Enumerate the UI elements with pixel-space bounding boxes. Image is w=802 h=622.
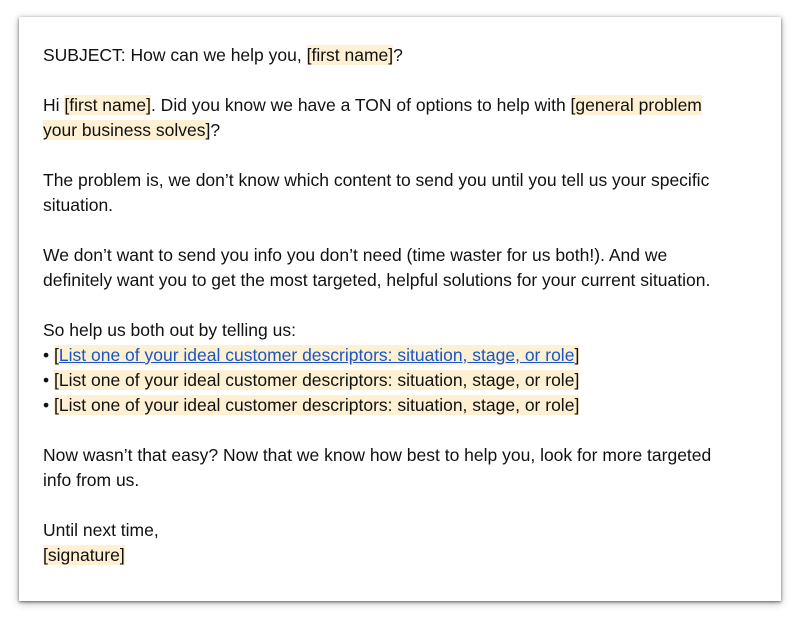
general-problem-placeholder-cont: your business solves] — [43, 120, 211, 140]
greeting-line-1 — [43, 93, 757, 118]
list-item — [43, 343, 757, 368]
problem-paragraph-line-1: The problem is, we don’t know which content to send you until you tell us your specific — [43, 170, 710, 190]
descriptor-text: List one of your ideal customer descriptors: situation, stage, or role — [58, 370, 575, 390]
descriptor-placeholder — [54, 395, 579, 415]
email-template-card — [19, 17, 781, 601]
first-name-placeholder: [first name] — [64, 95, 151, 115]
general-problem-placeholder: [general problem — [570, 95, 702, 115]
bullet: • — [43, 370, 50, 390]
spacer — [43, 493, 757, 518]
bracket-close: ] — [574, 370, 580, 390]
signature-line — [43, 543, 757, 568]
signoff: Until next time, — [43, 520, 159, 540]
subject-prefix: SUBJECT: How can we help you, — [43, 45, 307, 65]
spacer — [43, 293, 757, 318]
descriptor-link[interactable]: List one of your ideal customer descriptors: situation, stage, or role — [58, 345, 575, 365]
bracket-close: ] — [574, 345, 580, 365]
first-name-placeholder: [first name] — [306, 45, 394, 65]
spacer — [43, 68, 757, 93]
spacer — [43, 418, 757, 443]
list-item — [43, 393, 757, 418]
descriptor-placeholder — [54, 370, 579, 390]
closing-paragraph-line-2: info from us. — [43, 470, 140, 490]
subject-suffix: ? — [393, 45, 403, 65]
descriptor-text: List one of your ideal customer descriptors: situation, stage, or role — [58, 395, 575, 415]
closing-paragraph-line-1: Now wasn’t that easy? Now that we know how best to help you, look for more targeted — [43, 445, 712, 465]
subject-line — [43, 43, 757, 68]
greeting-prefix: Hi — [43, 95, 65, 115]
bullet: • — [43, 395, 50, 415]
info-paragraph-line-2: definitely want you to get the most targeted, helpful solutions for your current situation. — [43, 270, 711, 290]
greeting-line-2 — [43, 118, 757, 143]
signature-placeholder: [signature] — [43, 545, 125, 565]
greeting-suffix: ? — [210, 120, 221, 140]
descriptor-placeholder — [54, 345, 579, 365]
list-item — [43, 368, 757, 393]
bracket-close: ] — [574, 395, 580, 415]
greeting-middle: . Did you know we have a TON of options to help with — [150, 95, 571, 115]
spacer — [43, 218, 757, 243]
info-paragraph-line-1: We don’t want to send you info you don’t need (time waster for us both!). And we — [43, 245, 668, 265]
bullet: • — [43, 345, 50, 365]
list-intro: So help us both out by telling us: — [43, 320, 296, 340]
bracket-open: [ — [54, 370, 59, 390]
spacer — [43, 143, 757, 168]
problem-paragraph-line-2: situation. — [43, 195, 114, 215]
bracket-open: [ — [54, 395, 59, 415]
bracket-open: [ — [54, 345, 59, 365]
